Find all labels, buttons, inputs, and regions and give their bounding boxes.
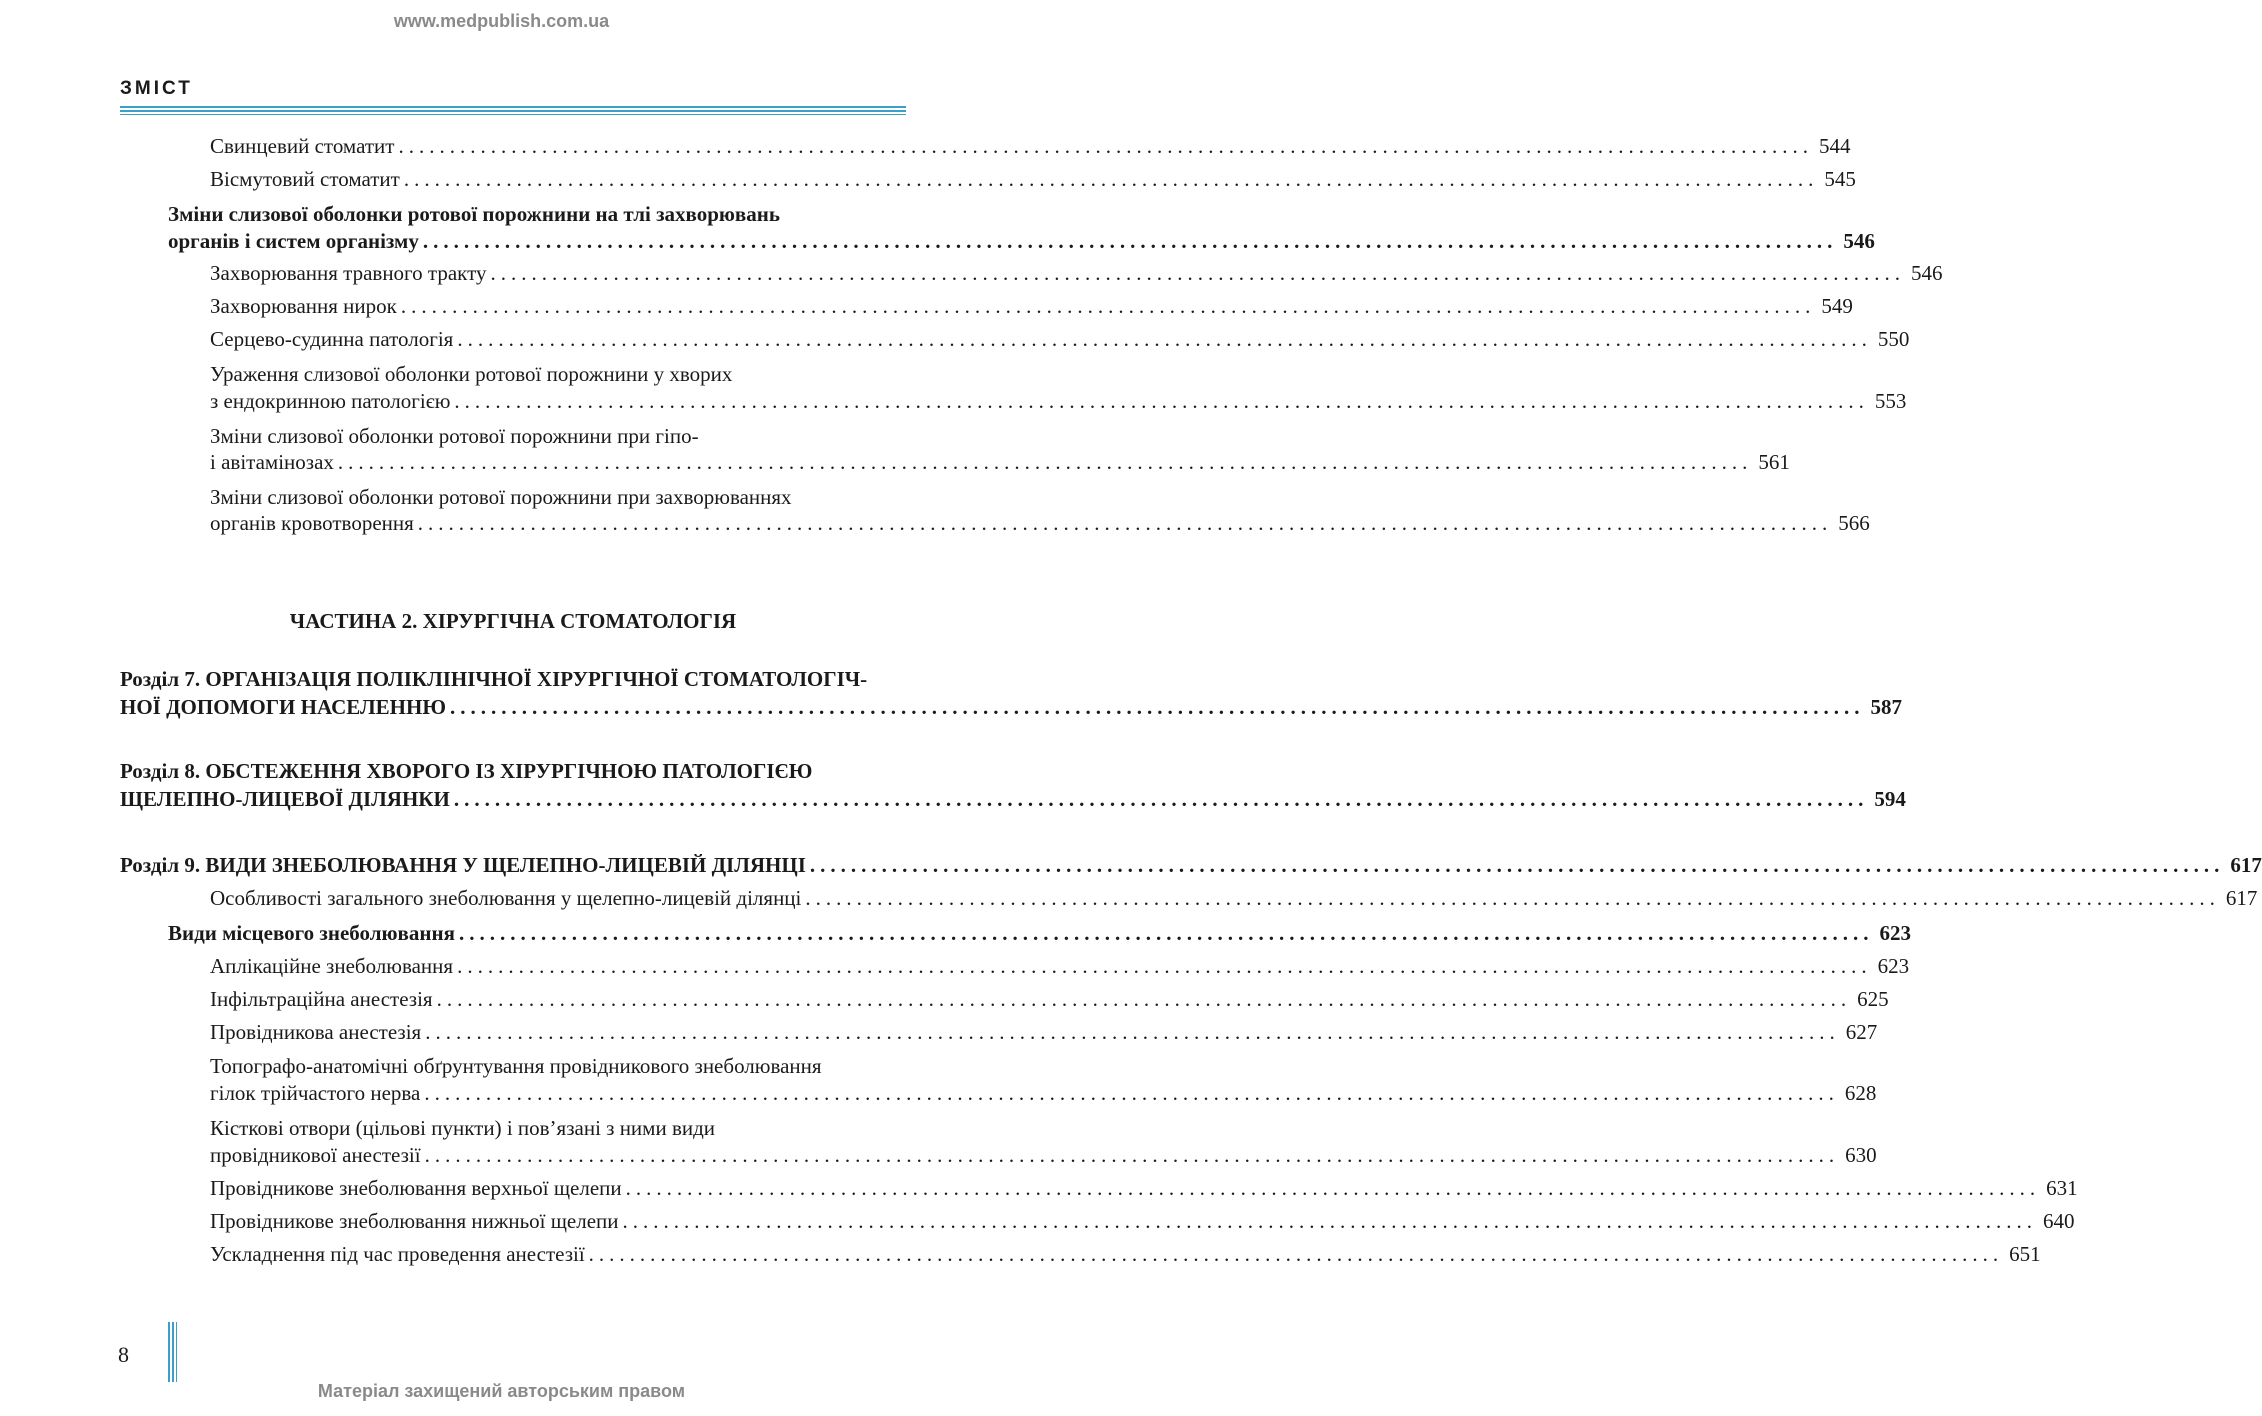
dot-leader: .......................................................................................................................................... — [436, 987, 1852, 1011]
toc-entry-bismuth-stomatitis[interactable] — [210, 164, 1856, 194]
dot-leader: .......................................................................................................................................... — [337, 450, 1753, 474]
toc-page-number: 550 — [1877, 327, 1910, 351]
dot-leader: .......................................................................................................................................... — [449, 695, 1865, 719]
header-rule — [120, 110, 906, 112]
toc-entry-title: Провідникова анестезія — [210, 1020, 422, 1044]
toc-entry-section-8[interactable] — [120, 784, 1906, 814]
dot-leader: .......................................................................................................................................... — [424, 1081, 1839, 1105]
watermark-url: www.medpublish.com.ua — [393, 11, 610, 31]
toc-entry-hematopoietic[interactable] — [210, 508, 1870, 538]
dot-leader: .......................................................................................................................................... — [417, 511, 1833, 535]
dot-leader: .......................................................................................................................................... — [422, 229, 1838, 253]
toc-entry-title-line: Топографо-анатомічні обґрунтування провідникового знеболювання — [210, 1054, 822, 1078]
toc-entry-lower-jaw[interactable] — [210, 1206, 2075, 1236]
page-number: 8 — [118, 1342, 129, 1367]
toc-entry-title-line: Кісткові отвори (цільові пункти) і пов’язані з ними види — [210, 1116, 716, 1140]
toc-entry-section-9[interactable] — [120, 850, 2262, 880]
toc-entry-local-anesthesia[interactable] — [168, 918, 1911, 948]
dot-leader: .......................................................................................................................................... — [425, 1020, 1840, 1044]
toc-entry-lead-stomatitis[interactable] — [210, 131, 1851, 161]
toc-page-number: 640 — [2043, 1209, 2075, 1233]
toc-entry-complications[interactable] — [210, 1239, 2041, 1269]
dot-leader: .......................................................................................................................................... — [588, 1242, 2004, 1266]
footer-rule — [172, 1322, 174, 1382]
toc-page-number: 561 — [1758, 450, 1790, 474]
toc-entry-title: провідникової анестезії — [210, 1143, 421, 1167]
page-title: ЗМІСТ — [120, 78, 193, 99]
toc-entry-title: Вісмутовий стоматит — [210, 167, 400, 191]
toc-entry-section-7[interactable] — [120, 692, 1902, 722]
toc-page-number: 566 — [1838, 511, 1870, 535]
dot-leader: .......................................................................................................................................... — [622, 1209, 2038, 1233]
dot-leader: .......................................................................................................................................... — [398, 134, 1813, 158]
part-heading: ЧАСТИНА 2. ХІРУРГІЧНА СТОМАТОЛОГІЯ — [289, 609, 737, 633]
toc-entry-title-line: Розділ 8. ОБСТЕЖЕННЯ ХВОРОГО ІЗ ХІРУРГІЧНОЮ ПАТОЛОГІЄЮ — [120, 759, 813, 783]
toc-entry-title: Провідникове знеболювання верхньої щелепи — [210, 1176, 622, 1200]
footer-rule — [168, 1322, 170, 1382]
toc-entry-title: Провідникове знеболювання нижньої щелепи — [210, 1209, 619, 1233]
toc-page-number: 546 — [1843, 229, 1875, 253]
toc-entry-title: органів і систем організму — [168, 229, 419, 253]
dot-leader: .......................................................................................................................................... — [490, 261, 1905, 285]
toc-entry-title: і авітамінозах — [210, 450, 334, 474]
toc-page-number: 625 — [1857, 987, 1889, 1011]
toc-page-number: 594 — [1874, 787, 1906, 811]
toc-entry-endocrine[interactable] — [210, 386, 1907, 416]
toc-page-number: 628 — [1844, 1081, 1877, 1105]
toc-page-number: 617 — [2225, 886, 2258, 910]
dot-leader: .......................................................................................................................................... — [458, 921, 1874, 945]
watermark-copyright: Матеріал захищений авторським правом — [317, 1381, 686, 1401]
toc-entry-mucosa-systemic-diseases[interactable] — [168, 226, 1875, 256]
toc-page-number: 545 — [1824, 167, 1856, 191]
toc-entry-title: Розділ 9. ВИДИ ЗНЕБОЛЮВАННЯ У ЩЕЛЕПНО-ЛИЦЕВІЙ ДІЛЯНЦІ — [120, 853, 806, 877]
toc-page-number: 549 — [1821, 294, 1853, 318]
toc-entry-title: НОЇ ДОПОМОГИ НАСЕЛЕННЮ — [120, 695, 446, 719]
toc-entry-title: Особливості загального знеболювання у щелепно-лицевій ділянці — [210, 886, 802, 910]
toc-entry-title: Види місцевого знеболювання — [168, 921, 455, 945]
toc-page-number: 617 — [2230, 853, 2262, 877]
dot-leader: .......................................................................................................................................... — [403, 167, 1819, 191]
toc-page-number: 544 — [1818, 134, 1851, 158]
dot-leader: .......................................................................................................................................... — [625, 1176, 2041, 1200]
dot-leader: .......................................................................................................................................... — [453, 787, 1869, 811]
toc-entry-title-line: Ураження слизової оболонки ротової порожнини у хворих — [210, 362, 733, 386]
toc-entry-title: Захворювання травного тракту — [210, 261, 487, 285]
toc-entry-title: ЩЕЛЕПНО-ЛИЦЕВОЇ ДІЛЯНКИ — [120, 787, 450, 811]
dot-leader: .......................................................................................................................................... — [805, 886, 2220, 910]
footer-rule — [176, 1322, 177, 1382]
toc-entry-title-line: Зміни слизової оболонки ротової порожнини при захворюваннях — [210, 485, 792, 509]
dot-leader: .......................................................................................................................................... — [424, 1143, 1840, 1167]
toc-entry-title-line: Зміни слизової оболонки ротової порожнини на тлі захворювань — [168, 202, 780, 226]
toc-entry-title: органів кровотворення — [210, 511, 414, 535]
toc-entry-title-line: Розділ 7. ОРГАНІЗАЦІЯ ПОЛІКЛІНІЧНОЇ ХІРУРГІЧНОЇ СТОМАТОЛОГІЧ- — [120, 667, 868, 691]
toc-entry-cardiovascular[interactable] — [210, 324, 1910, 354]
toc-page-number: 623 — [1879, 921, 1911, 945]
toc-entry-title: Аплікаційне знеболювання — [210, 954, 454, 978]
toc-page-number: 630 — [1845, 1143, 1877, 1167]
toc-entry-title: Захворювання нирок — [210, 294, 397, 318]
toc-entry-title: Серцево-судинна патологія — [210, 327, 454, 351]
toc-page-number: 631 — [2046, 1176, 2078, 1200]
toc-page-number: 553 — [1874, 389, 1907, 413]
dot-leader: .......................................................................................................................................... — [454, 389, 1869, 413]
toc-page-number: 587 — [1870, 695, 1902, 719]
toc-page-number: 651 — [2009, 1242, 2041, 1266]
dot-leader: .......................................................................................................................................... — [457, 954, 1872, 978]
dot-leader: .......................................................................................................................................... — [457, 327, 1872, 351]
toc-entry-title: гілок трійчастого нерва — [210, 1081, 421, 1105]
toc-entry-conduction-anesthesia[interactable] — [210, 1017, 1878, 1047]
toc-entry-application-anesthesia[interactable] — [210, 951, 1910, 981]
toc-page-number: 627 — [1845, 1020, 1878, 1044]
toc-entry-title: Ускладнення під час проведення анестезії — [210, 1242, 585, 1266]
toc-entry-title: Інфільтраційна анестезія — [210, 987, 433, 1011]
toc-entry-digestive-tract[interactable] — [210, 258, 1943, 288]
toc-entry-vitamin[interactable] — [210, 447, 1790, 477]
toc-entry-infiltration-anesthesia[interactable] — [210, 984, 1889, 1014]
toc-entry-upper-jaw[interactable] — [210, 1173, 2078, 1203]
header-rule — [120, 114, 906, 115]
dot-leader: .......................................................................................................................................... — [809, 853, 2225, 877]
toc-entry-title: Свинцевий стоматит — [210, 134, 395, 158]
toc-entry-trigeminal[interactable] — [210, 1078, 1877, 1108]
toc-page-number: 546 — [1910, 261, 1943, 285]
toc-entry-title: з ендокринною патологією — [210, 389, 451, 413]
dot-leader: .......................................................................................................................................... — [400, 294, 1816, 318]
toc-entry-kidney-diseases[interactable] — [210, 291, 1853, 321]
toc-entry-bone-foramina[interactable] — [210, 1140, 1877, 1170]
header-rule — [120, 106, 906, 108]
toc-page-number: 623 — [1877, 954, 1910, 978]
toc-entry-title-line: Зміни слизової оболонки ротової порожнини при гіпо- — [210, 424, 699, 448]
toc-entry-general-anesthesia[interactable] — [210, 883, 2258, 913]
